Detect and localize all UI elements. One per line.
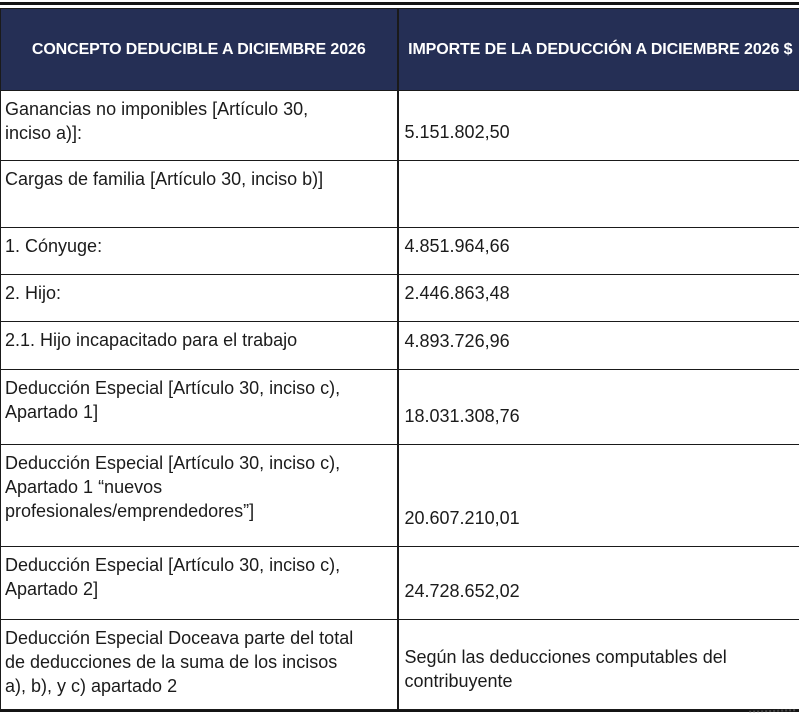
- table-row: [1, 620, 799, 710]
- amount-cell: 4.851.964,66: [398, 228, 799, 275]
- amount-cell: 20.607.210,01: [398, 445, 799, 547]
- concept-cell: 2.1. Hijo incapacitado para el trabajo: [1, 322, 398, 370]
- top-rule: [0, 2, 799, 5]
- table-row: [1, 275, 799, 322]
- concept-cell: Deducción Especial [Artículo 30, inciso c), Apartado 2]: [1, 547, 398, 620]
- concept-cell: Deducción Especial Doceava parte del total de deducciones de la suma de los incisos a), b), y c) apartado 2: [1, 620, 398, 710]
- amount-cell: 18.031.308,76: [398, 370, 799, 445]
- table-row: [1, 547, 799, 620]
- table-row: [1, 322, 799, 370]
- concept-cell: 1. Cónyuge:: [1, 228, 398, 275]
- concept-cell: Cargas de familia [Artículo 30, inciso b)]: [1, 161, 398, 228]
- amount-cell: [398, 161, 799, 228]
- bottom-rule: [0, 710, 799, 712]
- table-row: [1, 370, 799, 445]
- table-row: [1, 161, 799, 228]
- table-row: [1, 445, 799, 547]
- faint-scribble-artifact: [749, 702, 795, 713]
- concept-cell: Deducción Especial [Artículo 30, inciso c), Apartado 1 “nuevos profesionales/emprendedores”]: [1, 445, 398, 547]
- amount-cell: Según las deducciones computables del contribuyente: [398, 620, 799, 710]
- concept-cell: Ganancias no imponibles [Artículo 30, inciso a)]:: [1, 91, 398, 161]
- table-row: [1, 228, 799, 275]
- concept-cell: Deducción Especial [Artículo 30, inciso c), Apartado 1]: [1, 370, 398, 445]
- amount-cell: 4.893.726,96: [398, 322, 799, 370]
- concept-cell: 2. Hijo:: [1, 275, 398, 322]
- amount-column-header: IMPORTE DE LA DEDUCCIÓN A DICIEMBRE 2026 $: [398, 9, 799, 91]
- amount-cell: 5.151.802,50: [398, 91, 799, 161]
- deductions-table: [0, 8, 799, 711]
- concept-column-header: CONCEPTO DEDUCIBLE A DICIEMBRE 2026: [1, 9, 398, 91]
- amount-cell: 2.446.863,48: [398, 275, 799, 322]
- amount-cell: 24.728.652,02: [398, 547, 799, 620]
- table-header-row: [1, 9, 799, 91]
- table-row: [1, 91, 799, 161]
